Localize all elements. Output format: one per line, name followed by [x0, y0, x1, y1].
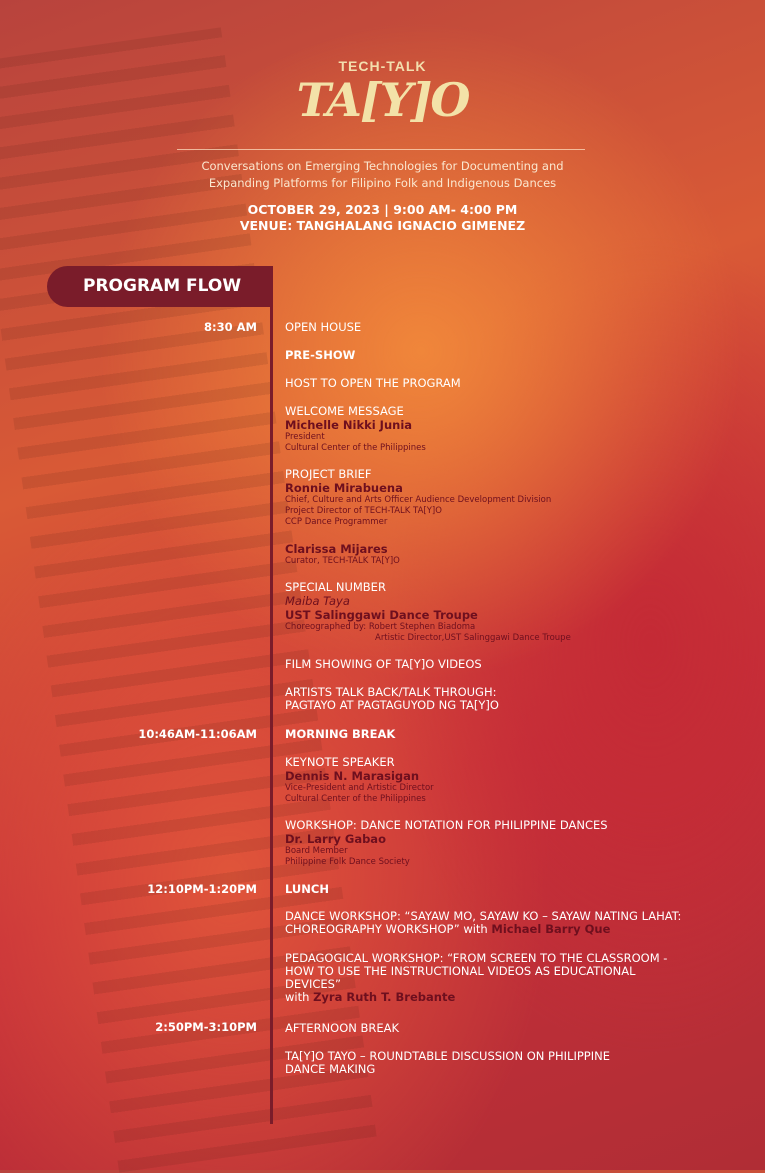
event-date: OCTOBER 29, 2023 | 9:00 AM- 4:00 PM: [247, 202, 518, 217]
subtitle-line-1: Conversations on Emerging Technologies for Documenting and: [201, 159, 564, 173]
program-item: [285, 581, 705, 644]
program-flow-banner: PROGRAM FLOW: [47, 266, 272, 307]
item-title: ARTISTS TALK BACK/TALK THROUGH:: [285, 685, 497, 699]
speaker-role: Curator, TECH-TALK TA[Y]O: [285, 556, 400, 566]
program-item: [285, 321, 705, 334]
speaker-org: Philippine Folk Dance Society: [285, 857, 410, 867]
time-label: 2:50PM-3:10PM: [155, 1020, 257, 1034]
item-title: WORKSHOP: DANCE NOTATION FOR PHILIPPINE DANCES: [285, 818, 608, 832]
item-title: HOST TO OPEN THE PROGRAM: [285, 376, 461, 390]
time-label: 8:30 AM: [204, 320, 257, 334]
event-details: [0, 202, 765, 234]
speaker-role: Board Member: [285, 846, 348, 856]
program-item: [285, 468, 705, 528]
timeline-line: [270, 266, 273, 1124]
program-item: [285, 1022, 705, 1035]
item-title: PROJECT BRIEF: [285, 467, 372, 481]
event-subtitle: [0, 158, 765, 192]
item-title: OPEN HOUSE: [285, 320, 362, 334]
program-item: [285, 1050, 705, 1076]
item-title: SPECIAL NUMBER: [285, 580, 386, 594]
item-title: WELCOME MESSAGE: [285, 404, 404, 418]
item-title: DEVICES”: [285, 977, 341, 991]
speaker-role: CCP Dance Programmer: [285, 517, 388, 527]
program-item: [285, 728, 705, 741]
speaker-role: Chief, Culture and Arts Officer Audience Development Division: [285, 495, 552, 505]
item-title: PEDAGOGICAL WORKSHOP: “FROM SCREEN TO THE CLASSROOM -: [285, 951, 668, 965]
item-title-part: CHOREOGRAPHY WORKSHOP” with: [285, 922, 488, 936]
logo-main-text: TA[Y]O: [296, 73, 469, 127]
item-title: LUNCH: [285, 882, 329, 896]
program-item: [285, 756, 705, 805]
speaker-name: Michelle Nikki Junia: [285, 418, 413, 432]
speaker-role: Vice-President and Artistic Director: [285, 783, 434, 793]
program-item: [285, 910, 705, 936]
speaker-org: Cultural Center of the Philippines: [285, 794, 426, 804]
speaker-name: Clarissa Mijares: [285, 542, 388, 556]
logo: [0, 58, 765, 126]
item-title: MORNING BREAK: [285, 727, 396, 741]
program-item: [285, 686, 705, 712]
item-title: HOW TO USE THE INSTRUCTIONAL VIDEOS AS EDUCATIONAL: [285, 964, 636, 978]
speaker-name: Ronnie Mirabuena: [285, 481, 403, 495]
item-title: TA[Y]O TAYO – ROUNDTABLE DISCUSSION ON PHILIPPINE: [285, 1049, 610, 1063]
choreographer-role: Artistic Director,UST Salinggawi Dance Troupe: [375, 633, 571, 643]
performer-name: UST Salinggawi Dance Troupe: [285, 608, 478, 622]
program-item: [285, 377, 705, 390]
speaker-role: President: [285, 432, 325, 442]
item-title: [285, 923, 705, 936]
item-title: DANCE WORKSHOP: “SAYAW MO, SAYAW KO – SAYAW NATING LAHAT:: [285, 909, 682, 923]
header-divider: [177, 149, 585, 150]
logo-top-text: TECH-TALK: [338, 58, 427, 74]
program-item: [285, 883, 705, 896]
item-title: AFTERNOON BREAK: [285, 1021, 400, 1035]
speaker-name: Dennis N. Marasigan: [285, 769, 420, 783]
time-label: 12:10PM-1:20PM: [147, 882, 257, 896]
program-item: [285, 819, 705, 868]
item-title: PRE-SHOW: [285, 348, 356, 362]
item-title: DANCE MAKING: [285, 1062, 376, 1076]
facilitator-name: Michael Barry Que: [491, 922, 611, 936]
facilitator-name: Zyra Ruth T. Brebante: [313, 990, 456, 1004]
program-item: [285, 405, 705, 454]
event-venue: VENUE: TANGHALANG IGNACIO GIMENEZ: [239, 218, 526, 233]
subtitle-line-2: Expanding Platforms for Filipino Folk and Indigenous Dances: [208, 176, 557, 190]
choreographer: Choreographed by: Robert Stephen Biadoma: [285, 622, 476, 632]
program-item: [285, 952, 705, 1004]
item-title: FILM SHOWING OF TA[Y]O VIDEOS: [285, 657, 482, 671]
item-title: PAGTAYO AT PAGTAGUYOD NG TA[Y]O: [285, 698, 499, 712]
speaker-role: Project Director of TECH-TALK TA[Y]O: [285, 506, 442, 516]
speaker-name: Dr. Larry Gabao: [285, 832, 386, 846]
program-item: [285, 542, 705, 567]
item-credit: [285, 991, 705, 1004]
time-label: 10:46AM-11:06AM: [138, 727, 257, 741]
speaker-org: Cultural Center of the Philippines: [285, 443, 426, 453]
program-item: [285, 349, 705, 362]
with-label: with: [285, 990, 310, 1004]
item-title: KEYNOTE SPEAKER: [285, 755, 395, 769]
program-item: [285, 658, 705, 671]
performance-title: Maiba Taya: [285, 594, 350, 608]
